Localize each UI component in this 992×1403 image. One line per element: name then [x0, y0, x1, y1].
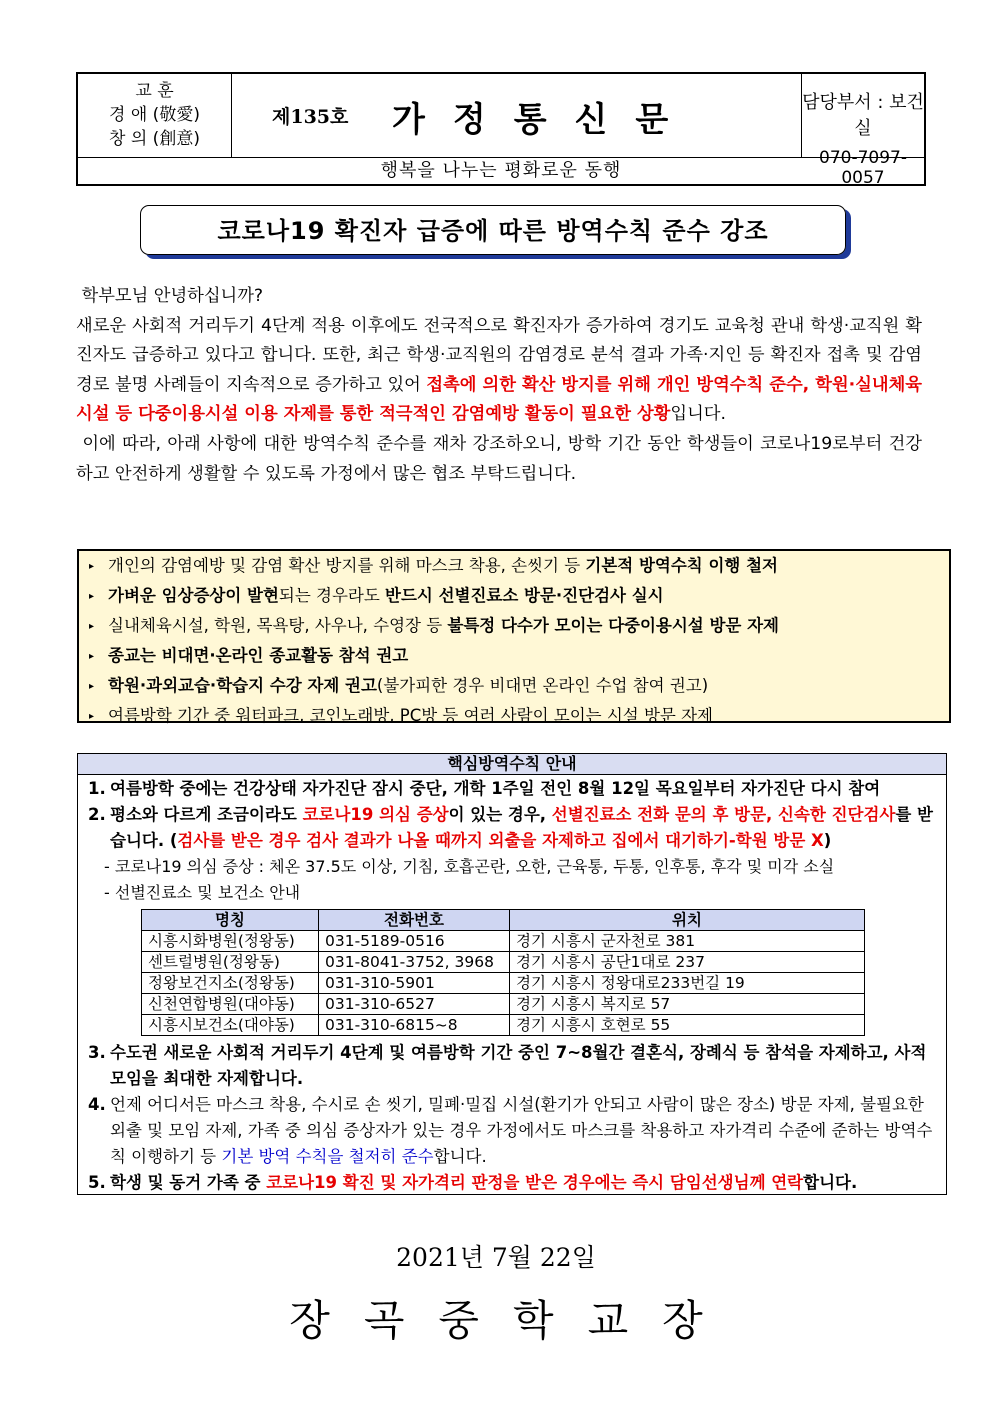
guideline-item-3: 3. 수도권 새로운 사회적 거리두기 4단계 및 여름방학 기간 중인 7~8월간 결혼식, 장례식 등 참석을 자제하고, 사적 모임을 최대한 자제합니다. — [88, 1043, 927, 1088]
guideline-item-4: 4. 언제 어디서든 마스크 착용, 수시로 손 씻기, 밀폐·밀집 시설(환기가 안되고 사람이 많은 장소) 방문 자제, 불필요한 외출 및 모임 자제, 가족 중 의심 증상자가 있는 경우 가정에서도 마스크를 착용하고 자가격리 수준에 준하는 방역수칙 이행하기 등 기본 방역 수칙을 철저히 준수합니다. — [88, 1095, 933, 1166]
clinic-phone: 031-310-6527 — [319, 994, 510, 1015]
table-row — [142, 931, 865, 952]
table-row — [142, 973, 865, 994]
clinic-phone: 031-8041-3752, 3968 — [319, 952, 510, 973]
motto-line-2: 창 의 (創意) — [109, 129, 200, 149]
guideline-item-5: 5. 학생 및 동거 가족 중 코로나19 확진 및 자가격리 판정을 받은 경우에는 즉시 담임선생님께 연락합니다. — [88, 1173, 858, 1192]
clinic-name: 신천연합병원(대야동) — [142, 994, 319, 1015]
clinic-location: 경기 시흥시 복지로 57 — [510, 994, 865, 1015]
triangle-bullet-icon: ▸ — [89, 711, 95, 722]
bullet-item: ▸ 학원·과외교습·학습지 수강 자제 권고(불가피한 경우 비대면 온라인 수업 참여 권고) — [89, 676, 709, 695]
key-guidelines-title: 핵심방역수칙 안내 — [78, 754, 946, 775]
table-header-row — [142, 910, 865, 931]
clinic-table — [141, 909, 865, 1036]
triangle-bullet-icon: ▸ — [89, 591, 95, 602]
headline-box: 코로나19 확진자 급증에 따른 방역수칙 준수 강조 — [140, 205, 846, 255]
bullet-item: ▸ 실내체육시설, 학원, 목욕탕, 사우나, 수영장 등 불특정 다수가 모이는 다중이용시설 방문 자제 — [89, 616, 779, 635]
bullet-item: ▸ 여름방학 기간 중 워터파크, 코인노래방, PC방 등 여러 사람이 모이는 시설 방문 자제 — [89, 706, 713, 725]
triangle-bullet-icon: ▸ — [89, 621, 95, 632]
bullet-item: ▸ 개인의 감염예방 및 감염 확산 방지를 위해 마스크 착용, 손씻기 등 기본적 방역수칙 이행 철저 — [89, 556, 778, 575]
motto-line-1: 경 애 (敬愛) — [109, 105, 200, 125]
guideline-item-2: 2. 평소와 다르게 조금이라도 코로나19 의심 증상이 있는 경우, 선별진료소 전화 문의 후 방문, 신속한 진단검사를 받습니다. (검사를 받은 경우 검사 결과가 나올 때까지 외출을 자제하고 집에서 대기하기-학원 방문 X) — [88, 805, 933, 850]
precaution-bullet-box — [77, 549, 951, 723]
bullet-item: ▸ 종교는 비대면·온라인 종교활동 참석 권고 — [89, 646, 409, 665]
clinic-name: 정왕보건지소(정왕동) — [142, 973, 319, 994]
table-row — [142, 952, 865, 973]
symptom-list: - 코로나19 의심 증상 : 체온 37.5도 이상, 기침, 호흡곤란, 오한, 근육통, 두통, 인후통, 후각 및 미각 소실 — [104, 857, 835, 876]
triangle-bullet-icon: ▸ — [89, 561, 95, 572]
newsletter-title-cell — [232, 74, 802, 157]
key-guidelines-box — [77, 753, 947, 1195]
triangle-bullet-icon: ▸ — [89, 681, 95, 692]
clinic-location: 경기 시흥시 공단1대로 237 — [510, 952, 865, 973]
issue-date: 2021년 7월 22일 — [396, 1243, 596, 1272]
clinic-name: 시흥시보건소(대야동) — [142, 1015, 319, 1036]
bullet-item: ▸ 가벼운 임상증상이 발현되는 경우라도 반드시 선별진료소 방문·진단검사 실시 — [89, 586, 664, 605]
column-header-phone: 전화번호 — [319, 910, 510, 931]
table-row — [142, 994, 865, 1015]
department-label: 담당부서 : 보건실 — [802, 92, 924, 139]
intro-text — [76, 282, 922, 489]
header-table — [76, 72, 926, 186]
column-header-location: 위치 — [510, 910, 865, 931]
table-row — [142, 1015, 865, 1036]
motto-title: 교 훈 — [135, 81, 174, 101]
department-cell — [802, 74, 924, 188]
school-slogan: 행복을 나누는 평화로운 동행 — [78, 157, 924, 185]
clinic-name: 센트럴병원(정왕동) — [142, 952, 319, 973]
clinic-phone: 031-310-5901 — [319, 973, 510, 994]
signer-name: 장곡중학교장 — [289, 1296, 737, 1345]
column-header-name: 명칭 — [142, 910, 319, 931]
clinic-phone: 031-310-6815~8 — [319, 1015, 510, 1036]
clinic-location: 경기 시흥시 군자천로 381 — [510, 931, 865, 952]
clinic-location: 경기 시흥시 호현로 55 — [510, 1015, 865, 1036]
clinic-info-label: - 선별진료소 및 보건소 안내 — [104, 883, 301, 902]
clinic-name: 시흥시화병원(정왕동) — [142, 931, 319, 952]
school-motto — [78, 74, 232, 157]
newsletter-name: 가정통신문 — [392, 100, 697, 140]
department-phone: 070-7097-0057 — [819, 148, 907, 188]
greeting: 학부모님 안녕하십니까? — [81, 286, 264, 306]
guideline-item-1: 1. 여름방학 중에는 건강상태 자가진단 잠시 중단, 개학 1주일 전인 8월 12일 목요일부터 자가진단 다시 참여 — [88, 779, 881, 798]
clinic-phone: 031-5189-0516 — [319, 931, 510, 952]
triangle-bullet-icon: ▸ — [89, 651, 95, 662]
intro-paragraph-2: 이에 따라, 아래 사항에 대한 방역수칙 준수를 재차 강조하오니, 방학 기간 동안 학생들이 코로나19로부터 건강하고 안전하게 생활할 수 있도록 가정에서 많은 협조 부탁드립니다. — [76, 433, 922, 484]
intro-paragraph-1: 새로운 사회적 거리두기 4단계 적용 이후에도 전국적으로 확진자가 증가하여 경기도 교육청 관내 학생·교직원 확진자도 급증하고 있다고 합니다. 또한, 최근 학생·교직원의 감염경로 분석 결과 가족·지인 등 확진자 접촉 및 감염경로 불명 사례들이 지속적으로 증가하고 있어 접촉에 의한 확산 방지를 위해 개인 방역수칙 준수, 학원·실내체육시설 등 다중이용시설 이용 자제를 통한 적극적인 감염예방 활동이 필요한 상황입니다. — [76, 315, 922, 425]
issue-number: 제135호 — [272, 106, 349, 128]
clinic-location: 경기 시흥시 정왕대로233번길 19 — [510, 973, 865, 994]
